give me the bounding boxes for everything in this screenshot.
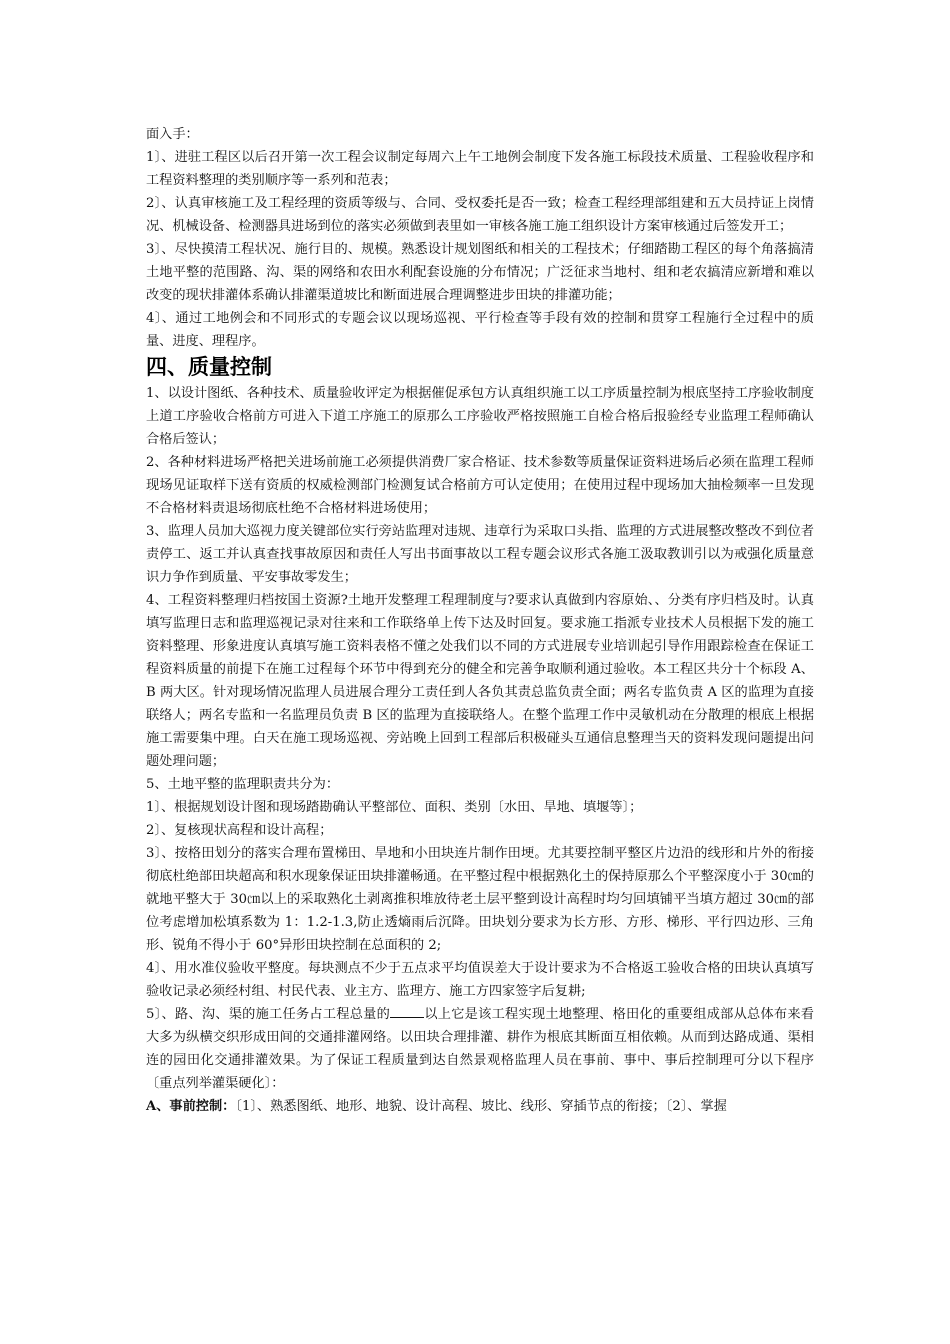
document-body: [146, 123, 814, 1118]
bold-label: A、事前控制：: [146, 1099, 236, 1114]
paragraph: 面入手：: [146, 127, 199, 142]
blank-underline: [390, 1005, 424, 1018]
paragraph-text: 5〕、路、沟、渠的施工任务占工程总量的: [146, 1007, 391, 1022]
paragraph: 4〕、用水准仪验收平整度。每块测点不少于五点求平均值误差大于设计要求为不合格返工验收合格的田块认真填写验收记录必须经村组、村民代表、业主方、监理方、施工方四家签字后复耕;: [146, 961, 814, 999]
paragraph: 3、监理人员加大巡视力度关键部位实行旁站监理对违规、违章行为采取口头指、监理的方式进展整改整改不到位者责停工、返工并认真查找事故原因和责任人写出书面事故以工程专题会议形式各施工汲取教训引以为戒强化质量意识力争作到质量、平安事故零发生；: [146, 524, 814, 585]
paragraph: 2〕、复核现状高程和设计高程；: [146, 823, 333, 838]
paragraph: 1、以设计图纸、各种技术、质量验收评定为根据催促承包方认真组织施工以工序质量控制为根底坚持工序验收制度上道工序验收合格前方可进入下道工序施工的原那么工序验收严格按照施工自检合格后报验经专业监理工程师确认合格后签认；: [146, 386, 814, 447]
paragraph: [146, 1003, 814, 1095]
paragraph: [146, 1095, 814, 1118]
paragraph-text: 〔1〕、熟悉图纸、地形、地貌、设计高程、坡比、线形、穿插节点的衔接；〔2〕、掌握: [235, 1099, 727, 1114]
paragraph: 2〕、认真审核施工及工程经理的资质等级与、合同、受权委托是否一致；检查工程经理部组建和五大员持证上岗情况、机械设备、检测器具进场到位的落实必须做到表里如一审核各施工施工组织设计方案审核通过后签发开工；: [146, 196, 814, 234]
paragraph: 4、工程资料整理归档按国土资源?土地开发整理工程理制度与?要求认真做到内容原始、、分类有序归档及时。认真填写监理日志和监理巡视记录对往来和工作联络单上传下达及时回复。要求施工指派专业技术人员根据下发的施工资料整理、形象进度认真填写施工资料表格不懂之处我们以不同的方式进展专业培训起引导作用跟踪检查在保证工程资料质量的前提下在施工过程每个环节中得到充分的健全和完善争取顺利通过验收。本工程区共分十个标段 A、B 两大区。针对现场情况监理人员进展合理分工责任到人各负其责总监负责全面；两名专监负责 A 区的监理为直接联络人；两名专监和一名监理员负责 B 区的监理为直接联络人。在整个监理工作中灵敏机动在分散理的根底上根据施工需要集中理。白天在施工现场巡视、旁站晚上回到工程部后积极碰头互通信息整理当天的资料发现问题提出问题处理问题；: [146, 593, 814, 769]
paragraph: 3〕、尽快摸清工程状况、施行目的、规模。熟悉设计规划图纸和相关的工程技术；仔细踏勘工程区的每个角落搞清土地平整的范围路、沟、渠的网络和农田水利配套设施的分布情况；广泛征求当地村、组和老农搞清应新增和难以改变的现状排灌体系确认排灌渠道坡比和断面进展合理调整进步田块的排灌功能；: [146, 242, 814, 303]
paragraph: 4〕、通过工地例会和不同形式的专题会议以现场巡视、平行检查等手段有效的控制和贯穿工程施行全过程中的质量、进度、理程序。: [146, 311, 814, 349]
paragraph: 3〕、按格田划分的落实合理布置梯田、旱地和小田块连片制作田埂。尤其要控制平整区片边沿的线形和片外的衔接彻底杜绝部田块超高和积水现象保证田块排灌畅通。在平整过程中根据熟化土的保持原那么个平整深度小于 30㎝的就地平整大于 30㎝以上的采取熟化土剥离推积堆放待老土层平整到设计高程时均匀回填铺平当填方超过 30㎝的部位考虑增加松填系数为 1：1.2-1.3,防止透熵雨后沉降。田块划分要求为长方形、方形、梯形、平行四边形、三角形、锐角不得小于 60°异形田块控制在总面积的 2;: [146, 846, 814, 953]
section-heading: 四、质量控制: [146, 355, 272, 379]
paragraph-text: 以上它是该工程实现土地整理、格田化的重要组成部从总体布来看大多为纵横交织形成田间的交通排灌网络。以田块合理排灌、耕作为根底其断面互相依赖。从而到达路成通、渠相连的园田化交通排灌效果。为了保证工程质量到达自然景观格监理人员在事前、事中、事后控制理可分以下程序〔重点列举灌渠硬化〕：: [146, 1007, 814, 1091]
paragraph: 5、土地平整的监理职责共分为：: [146, 777, 340, 792]
paragraph: 1〕、进驻工程区以后召开第一次工程会议制定每周六上午工地例会制度下发各施工标段技术质量、工程验收程序和工程资料整理的类别顺序等一系列和范表；: [146, 150, 814, 188]
paragraph: 1〕、根据规划设计图和现场踏勘确认平整部位、面积、类别〔水田、旱地、填堰等〕；: [146, 800, 643, 815]
paragraph: 2、各种材料进场严格把关进场前施工必须提供消费厂家合格证、技术参数等质量保证资料进场后必须在监理工程师现场见证取样下送有资质的权威检测部门检测复试合格前方可认定使用；在使用过程中现场加大抽检频率一旦发现不合格材料责退场彻底杜绝不合格材料进场使用；: [146, 455, 814, 516]
